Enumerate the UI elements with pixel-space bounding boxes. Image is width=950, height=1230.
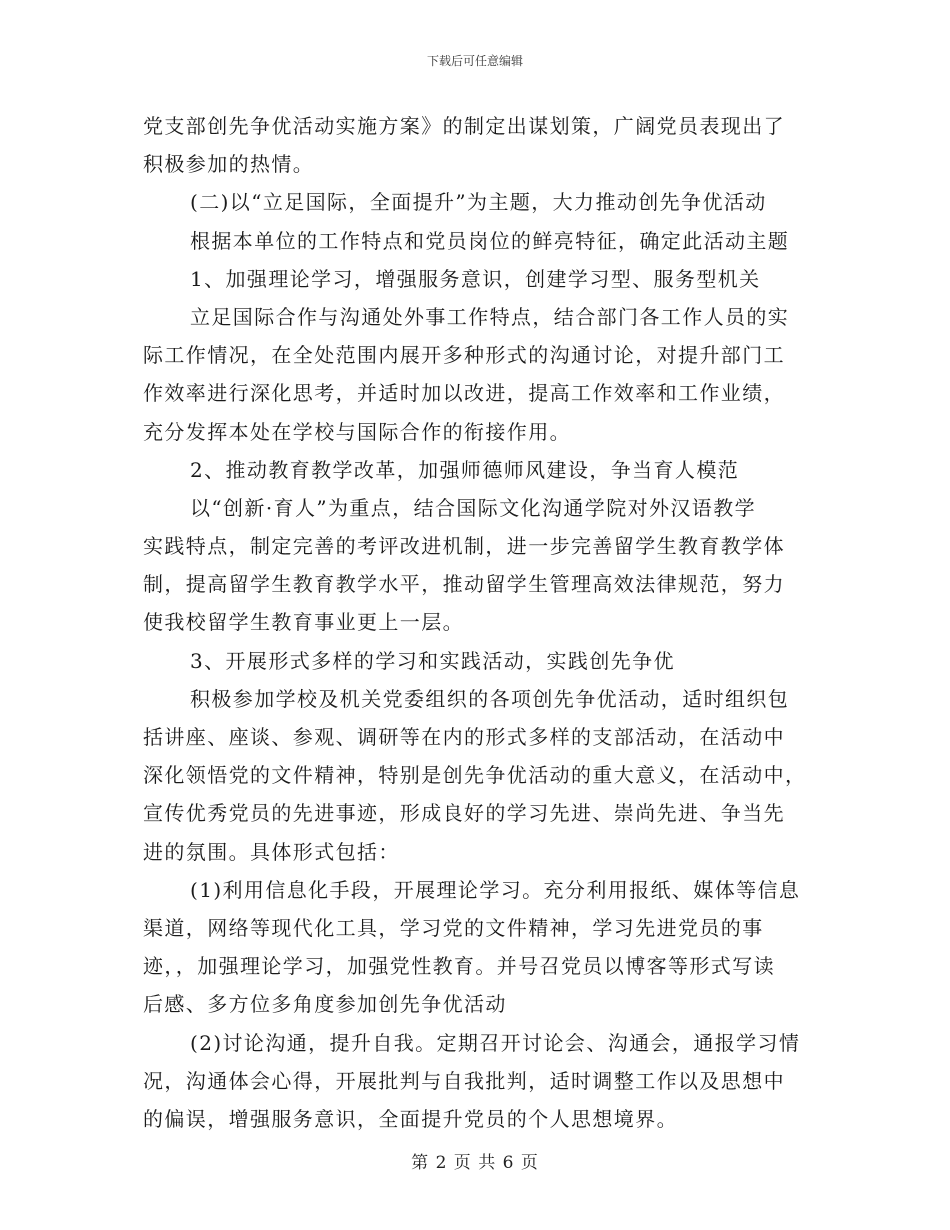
text-line: 立足国际合作与沟通处外事工作特点，结合部门各工作人员的实 [190, 304, 790, 329]
text-line: 制，提高留学生教育教学水平，推动留学生管理高效法律规范，努力 [143, 572, 785, 597]
text-line: 深化领悟党的文件精神，特别是创先争优活动的重大意义，在活动中， [143, 763, 807, 788]
text-line: 宣传优秀党员的先进事迹，形成良好的学习先进、崇尚先进、争当先 [143, 801, 785, 826]
text-line: (2)讨论沟通，提升自我。定期召开讨论会、沟通会，通报学习情 [190, 1030, 801, 1055]
text-line: (1)利用信息化手段，开展理论学习。充分利用报纸、媒体等信息 [190, 877, 801, 902]
text-line: 实践特点，制定完善的考评改进机制，进一步完善留学生教育教学体 [143, 534, 785, 559]
text-line: (二)以“立足国际，全面提升”为主题，大力推动创先争优活动 [190, 190, 767, 215]
text-line: 的偏误，增强服务意识，全面提升党员的个人思想境界。 [143, 1106, 678, 1131]
text-line: 积极参加学校及机关党委组织的各项创先争优活动，适时组织包 [190, 686, 790, 711]
document-body [143, 107, 808, 1138]
text-line: 后感、多方位多角度参加创先争优活动 [143, 992, 507, 1017]
text-line: 况，沟通体会心得，开展批判与自我批判，适时调整工作以及思想中 [143, 1068, 785, 1093]
text-line: 充分发挥本处在学校与国际合作的衔接作用。 [143, 419, 571, 444]
text-line: 党支部创先争优活动实施方案》的制定出谋划策，广阔党员表现出了 [143, 114, 785, 138]
text-line: 渠道，网络等现代化工具，学习党的文件精神，学习先进党员的事 [143, 915, 764, 940]
text-line: 根据本单位的工作特点和党员岗位的鲜亮特征，确定此活动主题 [190, 228, 790, 253]
text-line: 3、开展形式多样的学习和实践活动，实践创先争优 [190, 648, 675, 673]
page-header: 下载后可任意编辑 [426, 54, 523, 68]
text-line: 迹，，加强理论学习，加强党性教育。并号召党员以博客等形式写读 [143, 954, 775, 979]
text-line: 进的氛围。具体形式包括： [143, 839, 400, 864]
text-line: 2、推动教育教学改革，加强师德师风建设，争当育人模范 [190, 457, 740, 482]
text-line: 括讲座、座谈、参观、调研等在内的形式多样的支部活动，在活动中 [143, 725, 785, 749]
text-line: 1、加强理论学习，增强服务意识，创建学习型、服务型机关 [190, 266, 761, 291]
text-line: 使我校留学生教育事业更上一层。 [143, 610, 464, 635]
text-line: 际工作情况，在全处范围内展开多种形式的沟通讨论，对提升部门工 [143, 343, 785, 368]
page-footer: 第 2 页 共 6 页 [411, 1153, 539, 1173]
text-line: 以“创新·育人”为重点，结合国际文化沟通学院对外汉语教学 [190, 495, 757, 520]
text-line: 作效率进行深化思考，并适时加以改进，提高工作效率和工作业绩， [143, 381, 785, 406]
text-line: 积极参加的热情。 [143, 152, 315, 177]
